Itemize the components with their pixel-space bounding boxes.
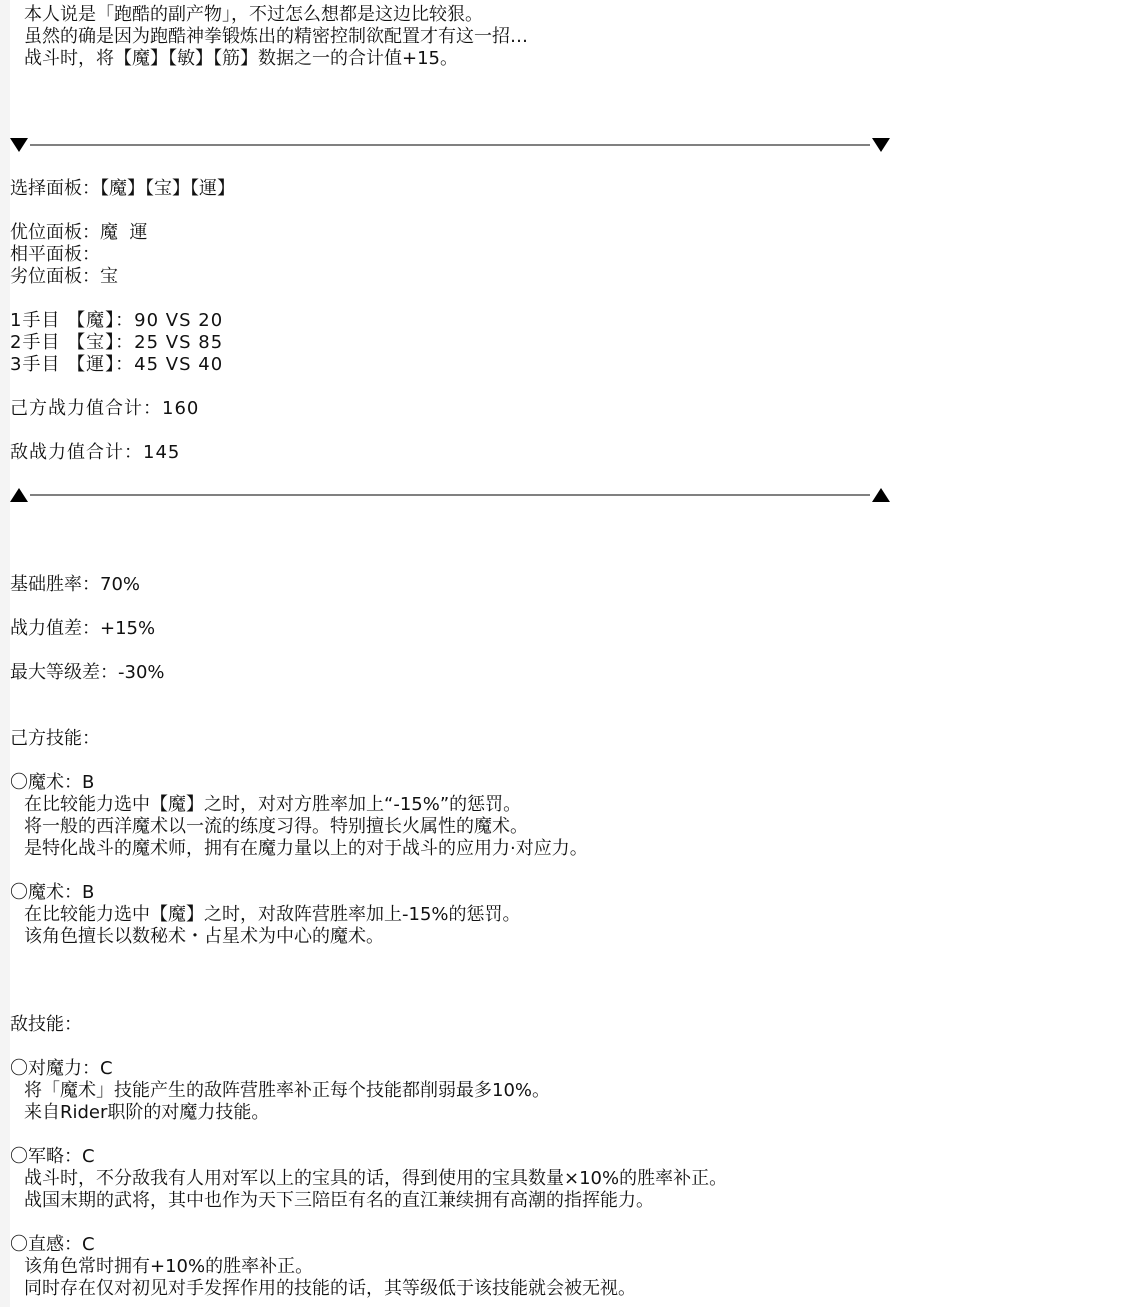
level-diff: 最大等级差：-30% (10, 662, 165, 683)
own-total: 己方战力值合计：160 (10, 398, 200, 419)
round-1: 1手目 【魔】：90 VS 20 (10, 310, 224, 331)
enemy-skill-1-line-1: 将「魔术」技能产生的敌阵营胜率补正每个技能都削弱最多10%。 (24, 1080, 551, 1101)
own-skill-1-title: 〇魔术：B (10, 772, 95, 793)
enemy-skill-3-line-1: 该角色常时拥有+10%的胜率补正。 (24, 1256, 314, 1277)
intro-line-2: 虽然的确是因为跑酷神拳锻炼出的精密控制欲配置才有这一招… (24, 26, 528, 47)
own-skill-1-line-1: 在比较能力选中【魔】之时，对对方胜率加上“-15%”的惩罚。 (24, 794, 522, 815)
own-skill-2-line-1: 在比较能力选中【魔】之时，对敌阵营胜率加上-15%的惩罚。 (24, 904, 521, 925)
own-skill-2-title: 〇魔术：B (10, 882, 95, 903)
round-3: 3手目 【運】：45 VS 40 (10, 354, 224, 375)
intro-line-3: 战斗时，将【魔】【敏】【筋】数据之一的合计值+15。 (24, 48, 458, 69)
own-skill-1-line-2: 将一般的西洋魔术以一流的练度习得。特别擅长火属性的魔术。 (24, 816, 528, 837)
select-panel: 选择面板：【魔】【宝】【運】 (10, 178, 235, 199)
equal-panel: 相平面板： (10, 244, 100, 265)
divider-bottom (10, 484, 890, 506)
own-skills-heading: 己方技能： (10, 728, 100, 749)
own-skill-1-line-3: 是特化战斗的魔术师，拥有在魔力量以上的对于战斗的应用力·对应力。 (24, 838, 588, 859)
enemy-total: 敌战力值合计：145 (10, 442, 181, 463)
base-rate: 基础胜率：70% (10, 574, 141, 595)
enemy-skills-heading: 敌技能： (10, 1014, 82, 1035)
divider-top (10, 134, 890, 156)
enemy-skill-3-line-2: 同时存在仅对初见对手发挥作用的技能的话，其等级低于该技能就会被无视。 (24, 1278, 636, 1299)
superior-panel: 优位面板：魔 運 (10, 222, 148, 243)
power-diff: 战力值差：+15% (10, 618, 156, 639)
own-skill-2-line-2: 该角色擅长以数秘术・占星术为中心的魔术。 (24, 926, 384, 947)
enemy-skill-2-title: 〇军略：C (10, 1146, 95, 1167)
enemy-skill-2-line-2: 战国末期的武将，其中也作为天下三陪臣有名的直江兼续拥有高潮的指挥能力。 (24, 1190, 654, 1211)
enemy-skill-1-line-2: 来自Rider职阶的对魔力技能。 (24, 1102, 270, 1123)
enemy-skill-2-line-1: 战斗时，不分敌我有人用对军以上的宝具的话，得到使用的宝具数量×10%的胜率补正。 (24, 1168, 728, 1189)
round-2: 2手目 【宝】：25 VS 85 (10, 332, 224, 353)
intro-line-1: 本人说是「跑酷的副产物」，不过怎么想都是这边比较狠。 (24, 4, 483, 25)
left-margin-strip (0, 0, 10, 1307)
enemy-skill-3-title: 〇直感：C (10, 1234, 95, 1255)
inferior-panel: 劣位面板：宝 (10, 266, 118, 287)
enemy-skill-1-title: 〇对魔力：C (10, 1058, 113, 1079)
